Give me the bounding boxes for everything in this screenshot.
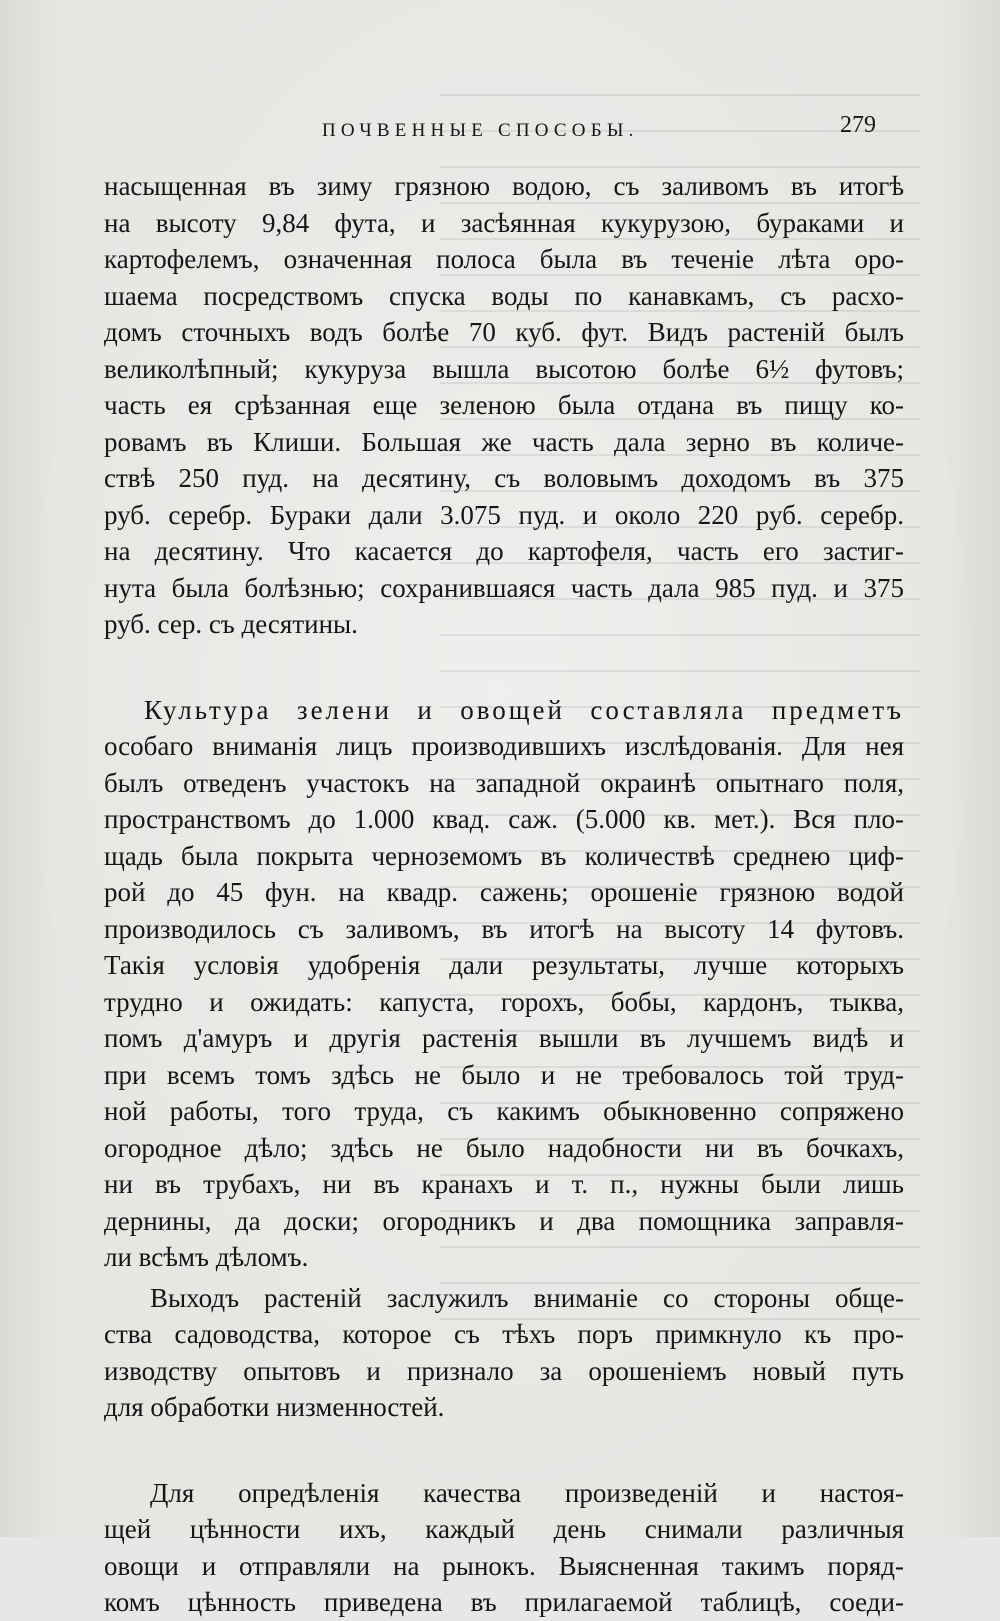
text-line: ствѣ 250 пуд. на десятину, съ воловымъ доходомъ въ 375 (104, 463, 904, 493)
text-line: ства садоводства, которое съ тѣхъ поръ примкнуло къ про- (104, 1319, 904, 1349)
text-line: на высоту 9,84 фута, и засѣянная кукурузою, бураками и (104, 207, 904, 238)
text-line: производилось съ заливомъ, въ итогѣ на высоту 14 футовъ. (104, 913, 904, 944)
text-line: помъ д'амуръ и другія растенія вышли въ лучшемъ видѣ и (104, 1023, 904, 1053)
text-line: Для опредѣленія качества произведеній и настоя- (150, 1477, 904, 1508)
paragraph-gap (104, 643, 904, 692)
text-line: Такія условія удобренія дали результаты, лучше которыхъ (104, 950, 904, 980)
text-line: часть ея срѣзанная еще зеленою была отдана въ пищу ко- (104, 390, 904, 420)
body-text (104, 168, 904, 1621)
text-line: ни въ трубахъ, ни въ кранахъ и т. п., нужны были лишь (104, 1169, 904, 1199)
text-line: огородное дѣло; здѣсь не было надобности ни въ бочкахъ, (104, 1132, 904, 1163)
text-line: домъ сточныхъ водъ болѣе 70 куб. фут. Видъ растеній былъ (104, 317, 904, 347)
text-line: изводству опытовъ и признало за орошеніемъ новый путь (104, 1355, 904, 1386)
paragraph-3 (104, 1280, 904, 1426)
text-line: Культура зелени и овощей составляла предметъ (144, 694, 904, 725)
running-head: ПОЧВЕННЫЕ СПОСОБЫ. (322, 120, 639, 141)
text-line: ной работы, того труда, съ какимъ обыкновенно сопряжено (104, 1096, 904, 1126)
text-line: нута была болѣзнью; сохранившаяся часть дала 985 пуд. и 375 (104, 572, 904, 603)
text-line: Выходъ растеній заслужилъ вниманіе со стороны обще- (150, 1282, 904, 1313)
text-line: насыщенная въ зиму грязною водою, съ заливомъ въ итогѣ (104, 171, 904, 201)
text-line: рой до 45 фун. на квадр. сажень; орошеніе грязною водой (104, 877, 904, 907)
text-line: великолѣпный; кукуруза вышла высотою болѣе 6½ футовъ; (104, 353, 904, 384)
text-line: пространствомъ до 1.000 квад. саж. (5.000 кв. мет.). Вся пло- (104, 804, 904, 834)
paragraph-gap (104, 1426, 904, 1475)
text-line: руб. серебр. Бураки дали 3.075 пуд. и около 220 руб. серебр. (104, 499, 904, 530)
text-line: ровамъ въ Клиши. Большая же часть дала зерно въ количе- (104, 426, 904, 457)
text-line: трудно и ожидать: капуста, горохъ, бобы, кардонъ, тыква, (104, 986, 904, 1017)
text-line: на десятину. Что касается до картофеля, часть его застиг- (104, 536, 904, 566)
paragraph-2 (104, 692, 904, 1276)
text-line: былъ отведенъ участокъ на западной окраинѣ опытнаго поля, (104, 767, 904, 798)
text-line: щадь была покрыта черноземомъ въ количествѣ среднею циф- (104, 840, 904, 871)
text-line: дернины, да доски; огородникъ и два помощника заправля- (104, 1205, 904, 1236)
text-line: руб. сер. съ десятины. (104, 609, 358, 639)
text-line: при всемъ томъ здѣсь не было и не требовалось той труд- (104, 1059, 904, 1090)
text-line: картофелемъ, означенная полоса была въ теченіе лѣта оро- (104, 244, 904, 274)
text-line: комъ цѣнность приведена въ прилагаемой таблицѣ, соеди- (104, 1587, 904, 1617)
page-number: 279 (840, 112, 876, 138)
paragraph-4 (104, 1475, 904, 1621)
text-line: овощи и отправляли на рынокъ. Выясненная такимъ поряд- (104, 1550, 904, 1581)
text-line: щей цѣнности ихъ, каждый день снимали различныя (104, 1514, 904, 1544)
paragraph-1 (104, 168, 904, 643)
page-header (0, 110, 1000, 150)
text-line: для обработки низменностей. (104, 1392, 445, 1422)
text-line: особаго вниманія лицъ производившихъ изслѣдованія. Для нея (104, 731, 904, 761)
text-line: шаема посредствомъ спуска воды по канавкамъ, съ расхо- (104, 280, 904, 311)
text-line: ли всѣмъ дѣломъ. (104, 1242, 309, 1272)
